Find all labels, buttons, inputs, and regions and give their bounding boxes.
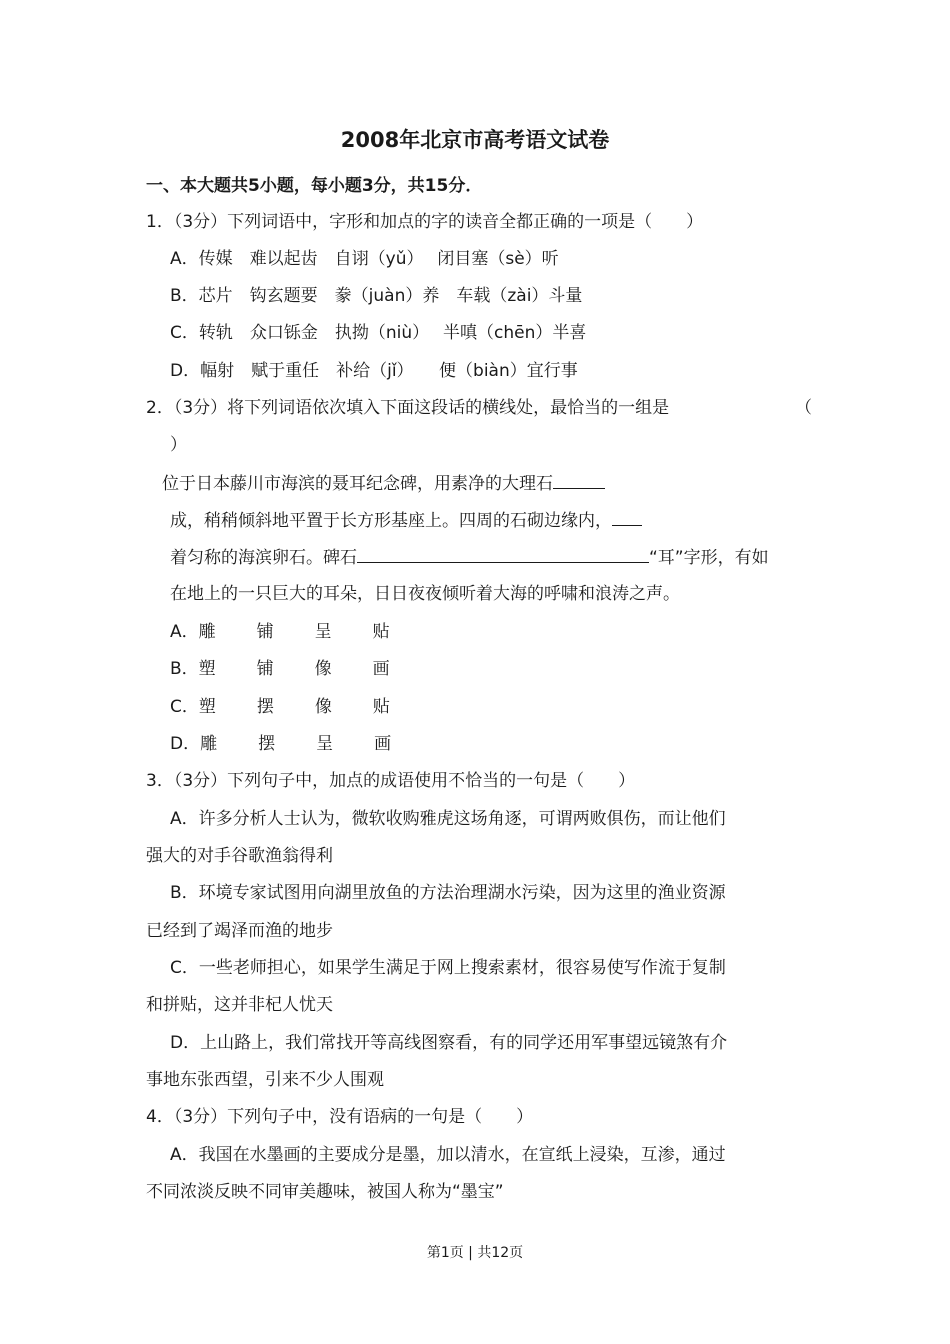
question-2-passage-line-1 bbox=[162, 470, 605, 497]
passage-text: 位于日本藤川市海滨的聂耳纪念碑，用素净的大理石 bbox=[162, 474, 553, 494]
option-word: 铺 bbox=[256, 659, 274, 679]
option-word: 像 bbox=[314, 697, 332, 717]
question-2-stem: 2．（3分）将下列词语依次填入下面这段话的横线处，最恰当的一组是 bbox=[146, 398, 670, 418]
option-word: 呈 bbox=[316, 734, 334, 754]
question-1-option-d: D．幅射 赋于重任 补给（jǐ） 便（biàn）宜行事 bbox=[170, 361, 578, 381]
question-4-option-a-line-2: 不同浓淡反映不同审美趣味，被国人称为“墨宝” bbox=[146, 1182, 504, 1202]
section-heading: 一、本大题共5小题，每小题3分，共15分． bbox=[146, 176, 483, 196]
passage-text: 着匀称的海滨卵石。碑石 bbox=[170, 548, 357, 568]
page-footer: 第1页 | 共12页 bbox=[426, 1245, 524, 1261]
question-3-option-a-line-1: A．许多分析人士认为，微软收购雅虎这场角逐，可谓两败俱伤，而让他们 bbox=[170, 809, 726, 829]
passage-text: “耳”字形，有如 bbox=[649, 548, 769, 568]
question-1-option-b: B．芯片 钩玄题要 豢（juàn）养 车载（zài）斗量 bbox=[170, 286, 583, 306]
question-1-option-c: C．转轨 众口铄金 执拗（niù） 半嗔（chēn）半喜 bbox=[170, 323, 587, 343]
option-word: 画 bbox=[372, 659, 390, 679]
question-3-option-a-line-2: 强大的对手谷歌渔翁得利 bbox=[146, 846, 333, 866]
question-2-passage-line-4: 在地上的一只巨大的耳朵，日日夜夜倾听着大海的呼啸和浪涛之声。 bbox=[170, 584, 680, 604]
passage-text: 成，稍稍倾斜地平置于长方形基座上。四周的石砌边缘内， bbox=[170, 511, 612, 531]
option-word: 雕 bbox=[200, 734, 218, 754]
question-2-passage-line-2 bbox=[170, 507, 642, 534]
question-1-option-a: A．传媒 难以起齿 自诩（yǔ） 闭目塞（sè）听 bbox=[170, 249, 559, 269]
option-word: 塑 bbox=[198, 697, 216, 717]
option-word: 画 bbox=[374, 734, 392, 754]
option-word: 像 bbox=[314, 659, 332, 679]
fill-blank-1 bbox=[553, 470, 605, 489]
option-word: 贴 bbox=[372, 697, 390, 717]
question-2-option-b bbox=[170, 656, 431, 682]
option-word: 塑 bbox=[198, 659, 216, 679]
question-3-option-c-line-1: C．一些老师担心，如果学生满足于网上搜索素材，很容易使写作流于复制 bbox=[170, 958, 726, 978]
question-3-option-d-line-1: D．上山路上，我们常找开等高线图察看，有的同学还用军事望远镜煞有介 bbox=[170, 1033, 728, 1053]
option-word: 摆 bbox=[258, 734, 276, 754]
option-label: A． bbox=[170, 622, 199, 642]
question-3-stem: 3．（3分）下列句子中，加点的成语使用不恰当的一句是（ ） bbox=[146, 771, 636, 791]
question-4-stem: 4．（3分）下列句子中，没有语病的一句是（ ） bbox=[146, 1107, 534, 1127]
fill-blank-2 bbox=[612, 507, 642, 526]
option-word: 铺 bbox=[256, 622, 274, 642]
question-2-paren-left: （ bbox=[795, 398, 812, 418]
question-1-stem: 1．（3分）下列词语中，字形和加点的字的读音全都正确的一项是（ ） bbox=[146, 212, 704, 232]
option-word: 贴 bbox=[372, 622, 390, 642]
question-2-option-d bbox=[170, 731, 432, 757]
question-4-option-a-line-1: A．我国在水墨画的主要成分是墨，加以清水，在宣纸上浸染，互渗，通过 bbox=[170, 1145, 726, 1165]
page-title: 2008年北京市高考语文试卷 bbox=[340, 128, 610, 152]
option-label: D． bbox=[170, 734, 201, 754]
question-2-option-c bbox=[170, 694, 431, 720]
question-3-option-b-line-2: 已经到了竭泽而渔的地步 bbox=[146, 921, 333, 941]
question-3-option-b-line-1: B．环境专家试图用向湖里放鱼的方法治理湖水污染，因为这里的渔业资源 bbox=[170, 883, 726, 903]
option-word: 雕 bbox=[198, 622, 216, 642]
option-word: 呈 bbox=[314, 622, 332, 642]
question-2-option-a bbox=[170, 619, 431, 645]
option-label: C． bbox=[170, 697, 199, 717]
option-label: B． bbox=[170, 659, 199, 679]
fill-blank-3 bbox=[357, 544, 649, 563]
option-word: 摆 bbox=[256, 697, 274, 717]
question-2-paren-right: ） bbox=[170, 435, 187, 455]
question-2-passage-line-3 bbox=[170, 544, 769, 571]
question-3-option-c-line-2: 和拼贴，这并非杞人忧天 bbox=[146, 995, 333, 1015]
question-3-option-d-line-2: 事地东张西望，引来不少人围观 bbox=[146, 1070, 384, 1090]
